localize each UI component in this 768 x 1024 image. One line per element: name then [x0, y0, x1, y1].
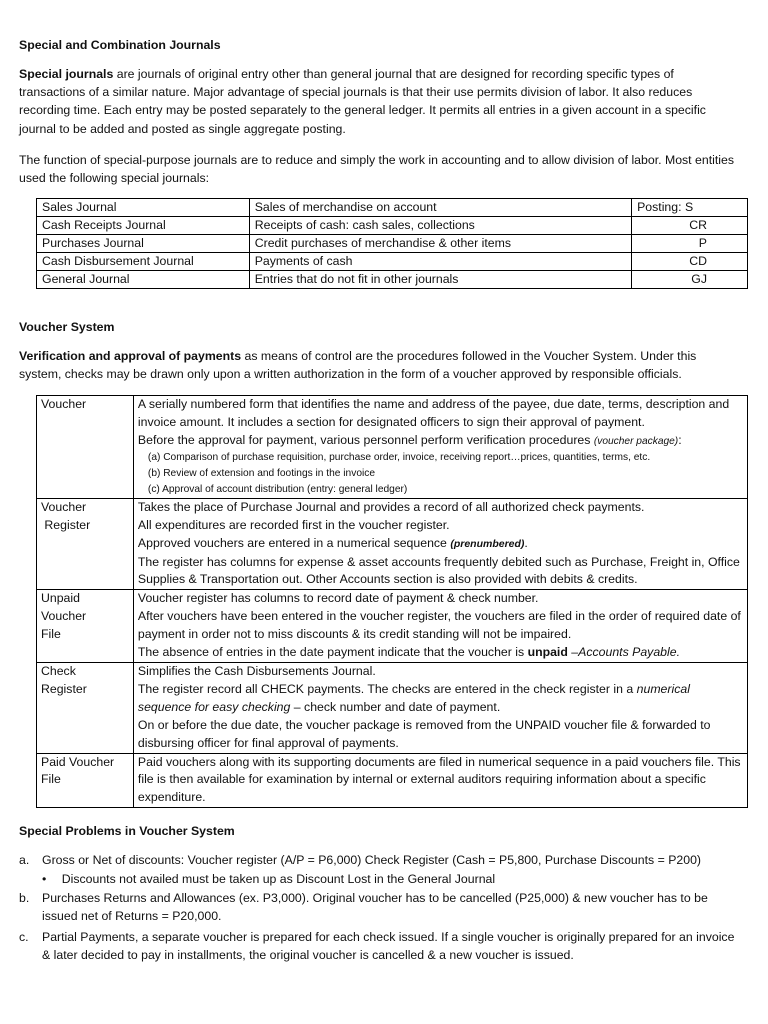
special-problems-heading: Special Problems in Voucher System [19, 824, 235, 838]
journal-code: CD [632, 253, 748, 271]
voucher-sub-a: (a) Comparison of purchase requisition, purchase order, invoice, receiving report…prices, quantities, terms, etc. [147, 451, 651, 463]
list-item-text: Partial Payments, a separate voucher is prepared for each check issued. If a single voucher is originally prepared for an invoice & later decided to pay in installments, the original voucher is cancelled & a new voucher is issued. [42, 930, 735, 963]
table-row [37, 753, 748, 808]
check-line-2-text: The register record all CHECK payments. The checks are entered in the check register in a [137, 681, 637, 696]
register-line-2: All expenditures are recorded first in the voucher register. [137, 517, 450, 532]
list-item-text: Purchases Returns and Allowances (ex. P3,000). Original voucher has to be cancelled (P25,000) & new voucher has to be issued net of Returns = P20,000. [42, 891, 708, 924]
journals-table [36, 198, 748, 289]
table-row [37, 590, 748, 663]
register-line-1: Takes the place of Purchase Journal and provides a record of all authorized check payments. [137, 499, 645, 514]
journal-description: Sales of merchandise on account [249, 199, 631, 217]
table-row [37, 217, 748, 235]
check-line-2-tail: – check number and date of payment. [290, 699, 501, 714]
table-row [37, 235, 748, 253]
voucher-line-2-colon: : [678, 432, 682, 447]
unpaid-voucher-file-description [133, 590, 747, 663]
journal-name: Cash Disbursement Journal [37, 253, 250, 271]
journal-description: Payments of cash [249, 253, 631, 271]
register-line-3-text: Approved vouchers are entered in a numerical sequence [137, 535, 451, 550]
table-row [37, 498, 748, 590]
journal-description: Receipts of cash: cash sales, collections [249, 217, 631, 235]
table-row [37, 271, 748, 289]
journal-code: P [632, 235, 748, 253]
paid-voucher-file-description [133, 753, 747, 808]
journal-code: GJ [632, 271, 748, 289]
voucher-system-heading: Voucher System [19, 320, 115, 334]
check-line-2 [138, 681, 743, 717]
journal-name: Cash Receipts Journal [37, 217, 250, 235]
verification-definition: as means of control are the procedures followed in the Voucher System. Under this system, checks may be drawn only upon a written authorization in the form of a voucher approved by responsible officials. [19, 349, 697, 382]
voucher-sub-c: (c) Approval of account distribution (entry: general ledger) [147, 483, 408, 495]
special-journals-paragraph [19, 65, 741, 138]
voucher-system-paragraph [19, 347, 741, 383]
register-line-3 [138, 535, 743, 554]
unpaid-line-3-text: The absence of entries in the date payment indicate that the voucher is [137, 645, 528, 660]
bullet-text: Discounts not availed must be taken up as Discount Lost in the General Journal [61, 872, 496, 886]
accounts-payable-term: Accounts Payable. [578, 645, 680, 660]
special-journals-definition: are journals of original entry other than general journal that are designed for recording specific types of transactions of a similar nature. Major advantage of special journals is that their use permits division of labor. It also reduces recording time. Each entry may be posted separately to the general ledger. It permits all entries in a given account in a specific journal to be added and posted as single aggregate posting. [19, 67, 706, 136]
check-register-description [133, 662, 747, 753]
verification-term: Verification and approval of payments [19, 349, 242, 363]
voucher-line-1: A serially numbered form that identifies the name and address of the payee, due date, terms, description and invoice amount. It includes a section for designated officers to sign their approval of payment. [137, 397, 730, 429]
paid-line-1: Paid vouchers along with its supporting documents are filed in numerical sequence in a paid vouchers file. This file is then available for examination by internal or external auditors requiring information about a specific expenditure. [137, 754, 741, 805]
journal-function-paragraph: The function of special-purpose journals are to reduce and simply the work in accounting and to allow division of labor. Most entities used the following special journals: [19, 153, 734, 186]
check-line-3: On or before the due date, the voucher package is removed from the UNPAID voucher file & forwarded to disbursing officer for final approval of payments. [137, 717, 711, 750]
table-row [37, 396, 748, 499]
journal-description: Credit purchases of merchandise & other items [249, 235, 631, 253]
list-item-text: Gross or Net of discounts: Voucher register (A/P = P6,000) Check Register (Cash = P5,800, Purchase Discounts = P200) [42, 853, 702, 867]
journal-name: Sales Journal [37, 199, 250, 217]
bullet-icon: • [42, 872, 47, 886]
voucher-description [133, 396, 747, 499]
table-row [37, 662, 748, 753]
unpaid-voucher-file-label: Unpaid Voucher File [37, 590, 134, 663]
list-item [19, 851, 741, 869]
voucher-sub-b: (b) Review of extension and footings in the invoice [147, 467, 376, 479]
voucher-package-term: (voucher package) [593, 435, 679, 447]
journal-code: CR [632, 217, 748, 235]
unpaid-term: unpaid [527, 645, 568, 660]
prenumbered-term: (prenumbered) [450, 537, 525, 550]
check-register-label: Check Register [37, 662, 134, 753]
voucher-line-2 [138, 432, 743, 450]
voucher-system-table [36, 395, 748, 808]
voucher-register-description [133, 498, 747, 590]
unpaid-line-3 [138, 644, 743, 662]
voucher-register-label: Voucher Register [37, 498, 134, 590]
list-item-label: c. [19, 930, 29, 944]
unpaid-dash: – [567, 645, 579, 660]
table-row [37, 253, 748, 271]
list-item-label: a. [19, 853, 30, 867]
list-item-bullet [42, 870, 495, 888]
register-line-4: The register has columns for expense & asset accounts frequently debited such as Purchase, Freight in, Office Supplies & Transportation out. Other Accounts section is also provided with debits & credits. [137, 554, 740, 587]
special-journals-term: Special journals [19, 67, 114, 81]
voucher-label: Voucher [37, 396, 134, 499]
unpaid-line-2: After vouchers have been entered in the voucher register, the vouchers are filed in the order of required date of payment in order not to miss discounts & its credit standing will not be impaired. [137, 609, 741, 642]
journal-code: Posting: S [632, 199, 748, 217]
journal-name: General Journal [37, 271, 250, 289]
journal-name: Purchases Journal [37, 235, 250, 253]
special-journals-heading: Special and Combination Journals [19, 38, 221, 52]
voucher-line-2-text: Before the approval for payment, various personnel perform verification procedures [137, 432, 594, 447]
list-item [19, 889, 741, 925]
list-item [19, 928, 741, 964]
journal-description: Entries that do not fit in other journals [249, 271, 631, 289]
register-line-3-period: . [524, 535, 528, 550]
paid-voucher-file-label: Paid Voucher File [37, 753, 134, 808]
list-item-label: b. [19, 891, 30, 905]
unpaid-line-1: Voucher register has columns to record date of payment & check number. [137, 591, 539, 606]
check-line-1: Simplifies the Cash Disbursements Journal. [137, 663, 376, 678]
numerical-sequence-term: numerical sequence for easy checking [137, 681, 690, 714]
table-row [37, 199, 748, 217]
